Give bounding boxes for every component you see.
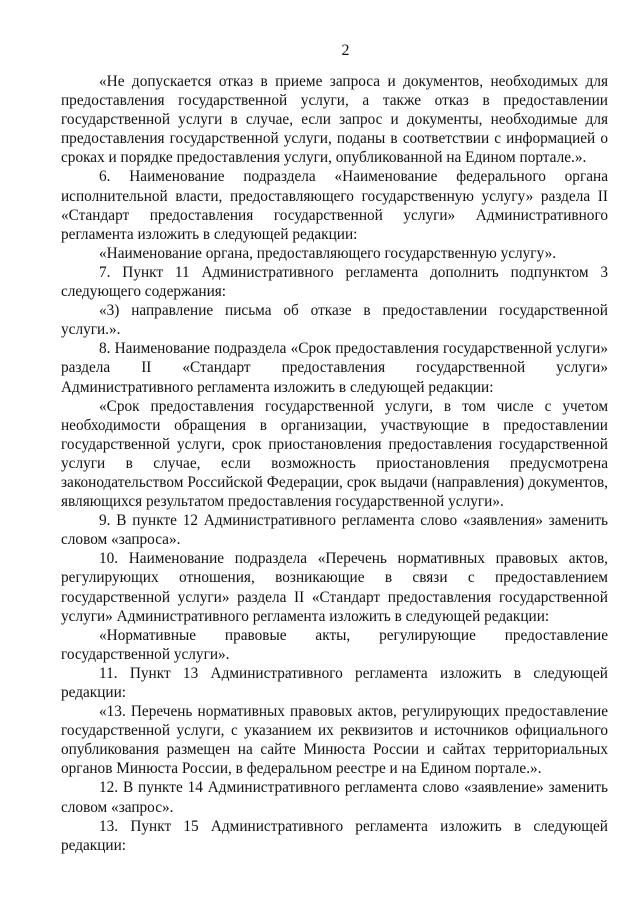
paragraph-quote-point-13: «13. Перечень нормативных правовых актов, регулирующих предоставление государственной услуги, с указанием их реквизитов и источников официального опубликования размещен на сайте Минюста России и сайтах территориальных органов Минюста России, в федеральном реестре и на Едином портале.». xyxy=(61,703,608,778)
paragraph-quote-refusal: «Не допускается отказ в приеме запроса и документов, необходимых для предоставления государственной услуги, а также отказ в предоставлении государственной услуги в случае, если запрос и документы, необходимые для предоставления государственной услуги, поданы в соответствии с информацией о сроках и порядке предоставления услуги, опубликованной на Едином портале.». xyxy=(61,73,608,167)
paragraph-quote-subitem-3: «3) направление письма об отказе в предоставлении государственной услуги.». xyxy=(61,302,608,339)
paragraph-quote-authority-name: «Наименование органа, предоставляющего государственную услугу». xyxy=(99,244,557,262)
paragraph-item-6: 6. Наименование подраздела «Наименование федерального органа исполнительной власти, предоставляющего государственную услугу» раздела II «Стандарт предоставления государственной услуги» Административного регламента изложить в следующей редакции: xyxy=(61,168,608,243)
paragraph-item-11: 11. Пункт 13 Административного регламента изложить в следующей редакции: xyxy=(61,664,608,701)
paragraph-item-8: 8. Наименование подраздела «Срок предоставления государственной услуги» раздела II «Стандарт предоставления государственной услуги» Административного регламента изложить в следующей редакции: xyxy=(61,340,608,396)
page-number: 2 xyxy=(341,42,350,59)
paragraph-item-10: 10. Наименование подраздела «Перечень нормативных правовых актов, регулирующих отношения, возникающие в связи с предоставлением государственной услуги» раздела II «Стандарт предоставления государственной услуги» Административного регламента изложить в следующей редакции: xyxy=(61,550,608,625)
paragraph-item-13: 13. Пункт 15 Административного регламента изложить в следующей редакции: xyxy=(61,817,608,854)
paragraph-item-7: 7. Пункт 11 Административного регламента дополнить подпунктом 3 следующего содержания: xyxy=(61,263,608,301)
paragraph-item-9: 9. В пункте 12 Административного регламента слово «заявления» заменить словом «запроса». xyxy=(61,512,608,549)
paragraph-quote-legal-acts: «Нормативные правовые акты, регулирующие предоставление государственной услуги». xyxy=(61,626,608,663)
paragraph-quote-service-term: «Срок предоставления государственной услуги, в том числе с учетом необходимости обращения в организации, участвующие в предоставлении государственной услуги, срок приостановления предоставления государственной услуги в случае, если возможность приостановления предусмотрена законодательством Российской Федерации, срок выдачи (направления) документов, являющихся результатом предоставления государственной услуги». xyxy=(61,397,608,511)
paragraph-item-12: 12. В пункте 14 Административного регламента слово «заявление» заменить словом «запрос». xyxy=(61,779,608,816)
